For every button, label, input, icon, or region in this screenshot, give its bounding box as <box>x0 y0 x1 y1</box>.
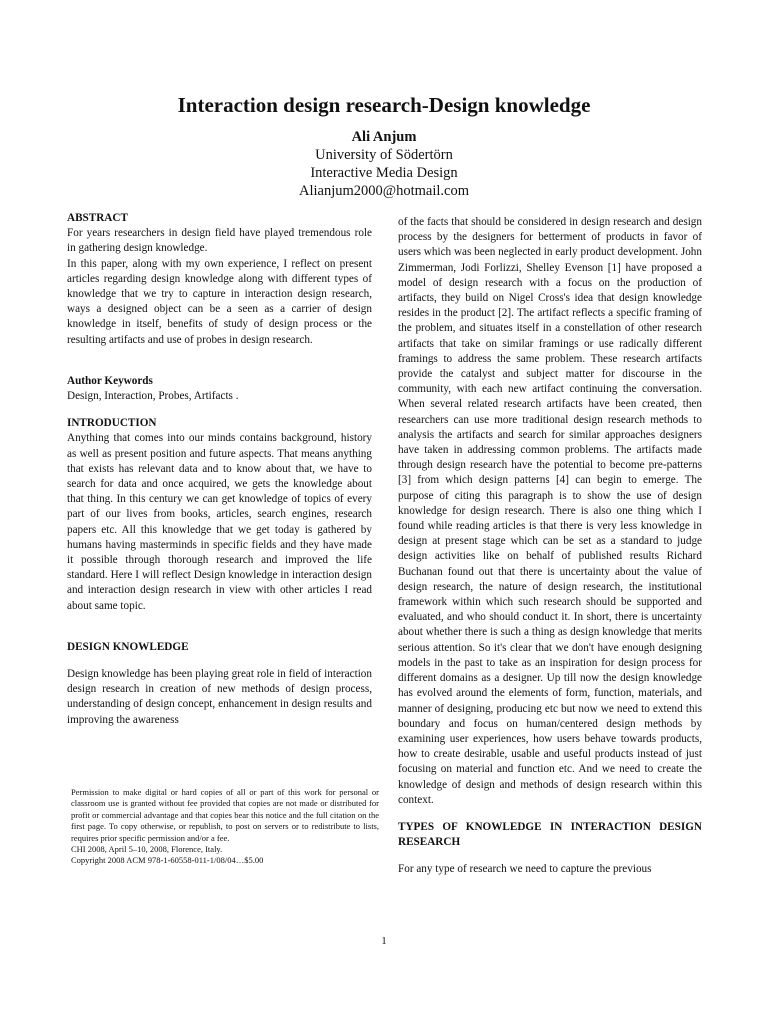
author-block <box>0 128 768 200</box>
permission-text: Permission to make digital or hard copies of all or part of this work for personal or classroom use is granted without fee provided that copies are not made or distributed for profit or commercial advantage and that copies bear this notice and the full citation on the first page. To copy otherwise, or republish, to post on servers or to redistribute to lists, requires prior specific permission and/or a fee. <box>71 787 379 843</box>
right-column <box>398 215 702 878</box>
author-name: Ali Anjum <box>351 129 417 145</box>
introduction-heading: INTRODUCTION <box>67 417 157 430</box>
introduction-text: Anything that comes into our minds contains background, history as well as present position and future aspects. That means anything that exists has relevant data and to know about that, we have to search for data and once acquired, we gets the knowledge about that thing. In this century we can get knowledge of topics of every part of our lives from books, articles, search engines, research papers etc. All this knowledge that we get today is gathered by humans having masterminds in specific fields and they have made it possible through thorough research and improved the life standard. Here I will reflect Design knowledge in interaction design and interaction design research in view with other articles I read about same topic. <box>67 432 372 612</box>
continuation-text: of the facts that should be considered in design research and design process by the designers for betterment of products in favor of users which was been neglected in early product development. John Zimmerman, Jodi Forlizzi, Shelley Evenson [1] have proposed a model of design research with a focus on the production of artifacts, they build on Nigel Cross's idea that design knowledge resides in the product [2]. The artifact reflects a specific framing of the problem, and situates itself in a constellation of other research artifacts that take on similar framings or use radically different framings to address the same problem. These research artifacts provide the catalyst and subject matter for discourse in the community, with each new artifact continuing the conversation. When several related research artifacts have been created, then researchers can use more traditional design research methods to analysis the artifacts and search for similar approaches designers have taken in addressing common problems. The artifacts made through design research have the potential to become pre-patterns [3] from which design patterns [4] can begin to emerge. The purpose of citing this paragraph is to show the use of design knowledge for design research. There is also one thing which I found while reading articles is that there is very less knowledge in design at present stage which can be set as a standard to judge design activities like on behalf of published results Richard Buchanan found out that there is uncertainty about the value of design research, the nature of design research, the institutional framework within which such research should be supported and evaluated, and who should conduct it. In short, there is uncertainty about whether there is such a thing as design knowledge that merits serious attention. So it's clear that we don't have enough designing models in the past to take as an inspiration for design process for different domains as a designer. Up till now the design knowledge has evolved around the elements of form, function, materials, and manner of designing, producing etc but now we need to extend this boundary and focus on human/centered design methods by examining user experiences, how users behave towards products, how to create desirable, usable and useful products instead of just focusing on material and function etc. And we need to create the knowledge of design and methods of design research within this context. <box>398 216 702 806</box>
design-knowledge-heading: DESIGN KNOWLEDGE <box>67 640 189 653</box>
author-affiliation: University of Södertörn <box>315 147 453 163</box>
types-of-knowledge-text: For any type of research we need to capture the previous <box>398 863 652 876</box>
copyright-info: Copyright 2008 ACM 978-1-60558-011-1/08/04…$5.00 <box>71 855 264 866</box>
permission-block <box>71 787 379 867</box>
abstract-paragraph: For years researchers in design field have played tremendous role in gathering design knowledge. <box>67 227 372 255</box>
author-department: Interactive Media Design <box>310 165 458 181</box>
keywords-text: Design, Interaction, Probes, Artifacts . <box>67 390 239 403</box>
abstract-heading: ABSTRACT <box>67 212 128 224</box>
types-of-knowledge-heading: TYPES OF KNOWLEDGE IN INTERACTION DESIGN RESEARCH <box>398 820 702 849</box>
author-email: Alianjum2000@hotmail.com <box>298 183 469 199</box>
page-number: 1 <box>381 935 387 947</box>
keywords-heading: Author Keywords <box>67 374 153 387</box>
conference-info: CHI 2008, April 5–10, 2008, Florence, Italy. <box>71 844 223 855</box>
left-column <box>67 211 372 728</box>
abstract-paragraph: In this paper, along with my own experience, I reflect on present articles regarding design knowledge along with different types of knowledge that we try to capture in interaction design research, ways a designed object can be a seen as a carrier of design knowledge in itself, benefits of study of design process or the resulting artifacts and use of probes in design research. <box>67 257 372 346</box>
design-knowledge-text: Design knowledge has been playing great role in field of interaction design research in creation of new methods of design process, understanding of design concept, enhancement in design results and improving the awareness <box>67 668 372 726</box>
paper-title: Interaction design research-Design knowledge <box>177 93 591 117</box>
